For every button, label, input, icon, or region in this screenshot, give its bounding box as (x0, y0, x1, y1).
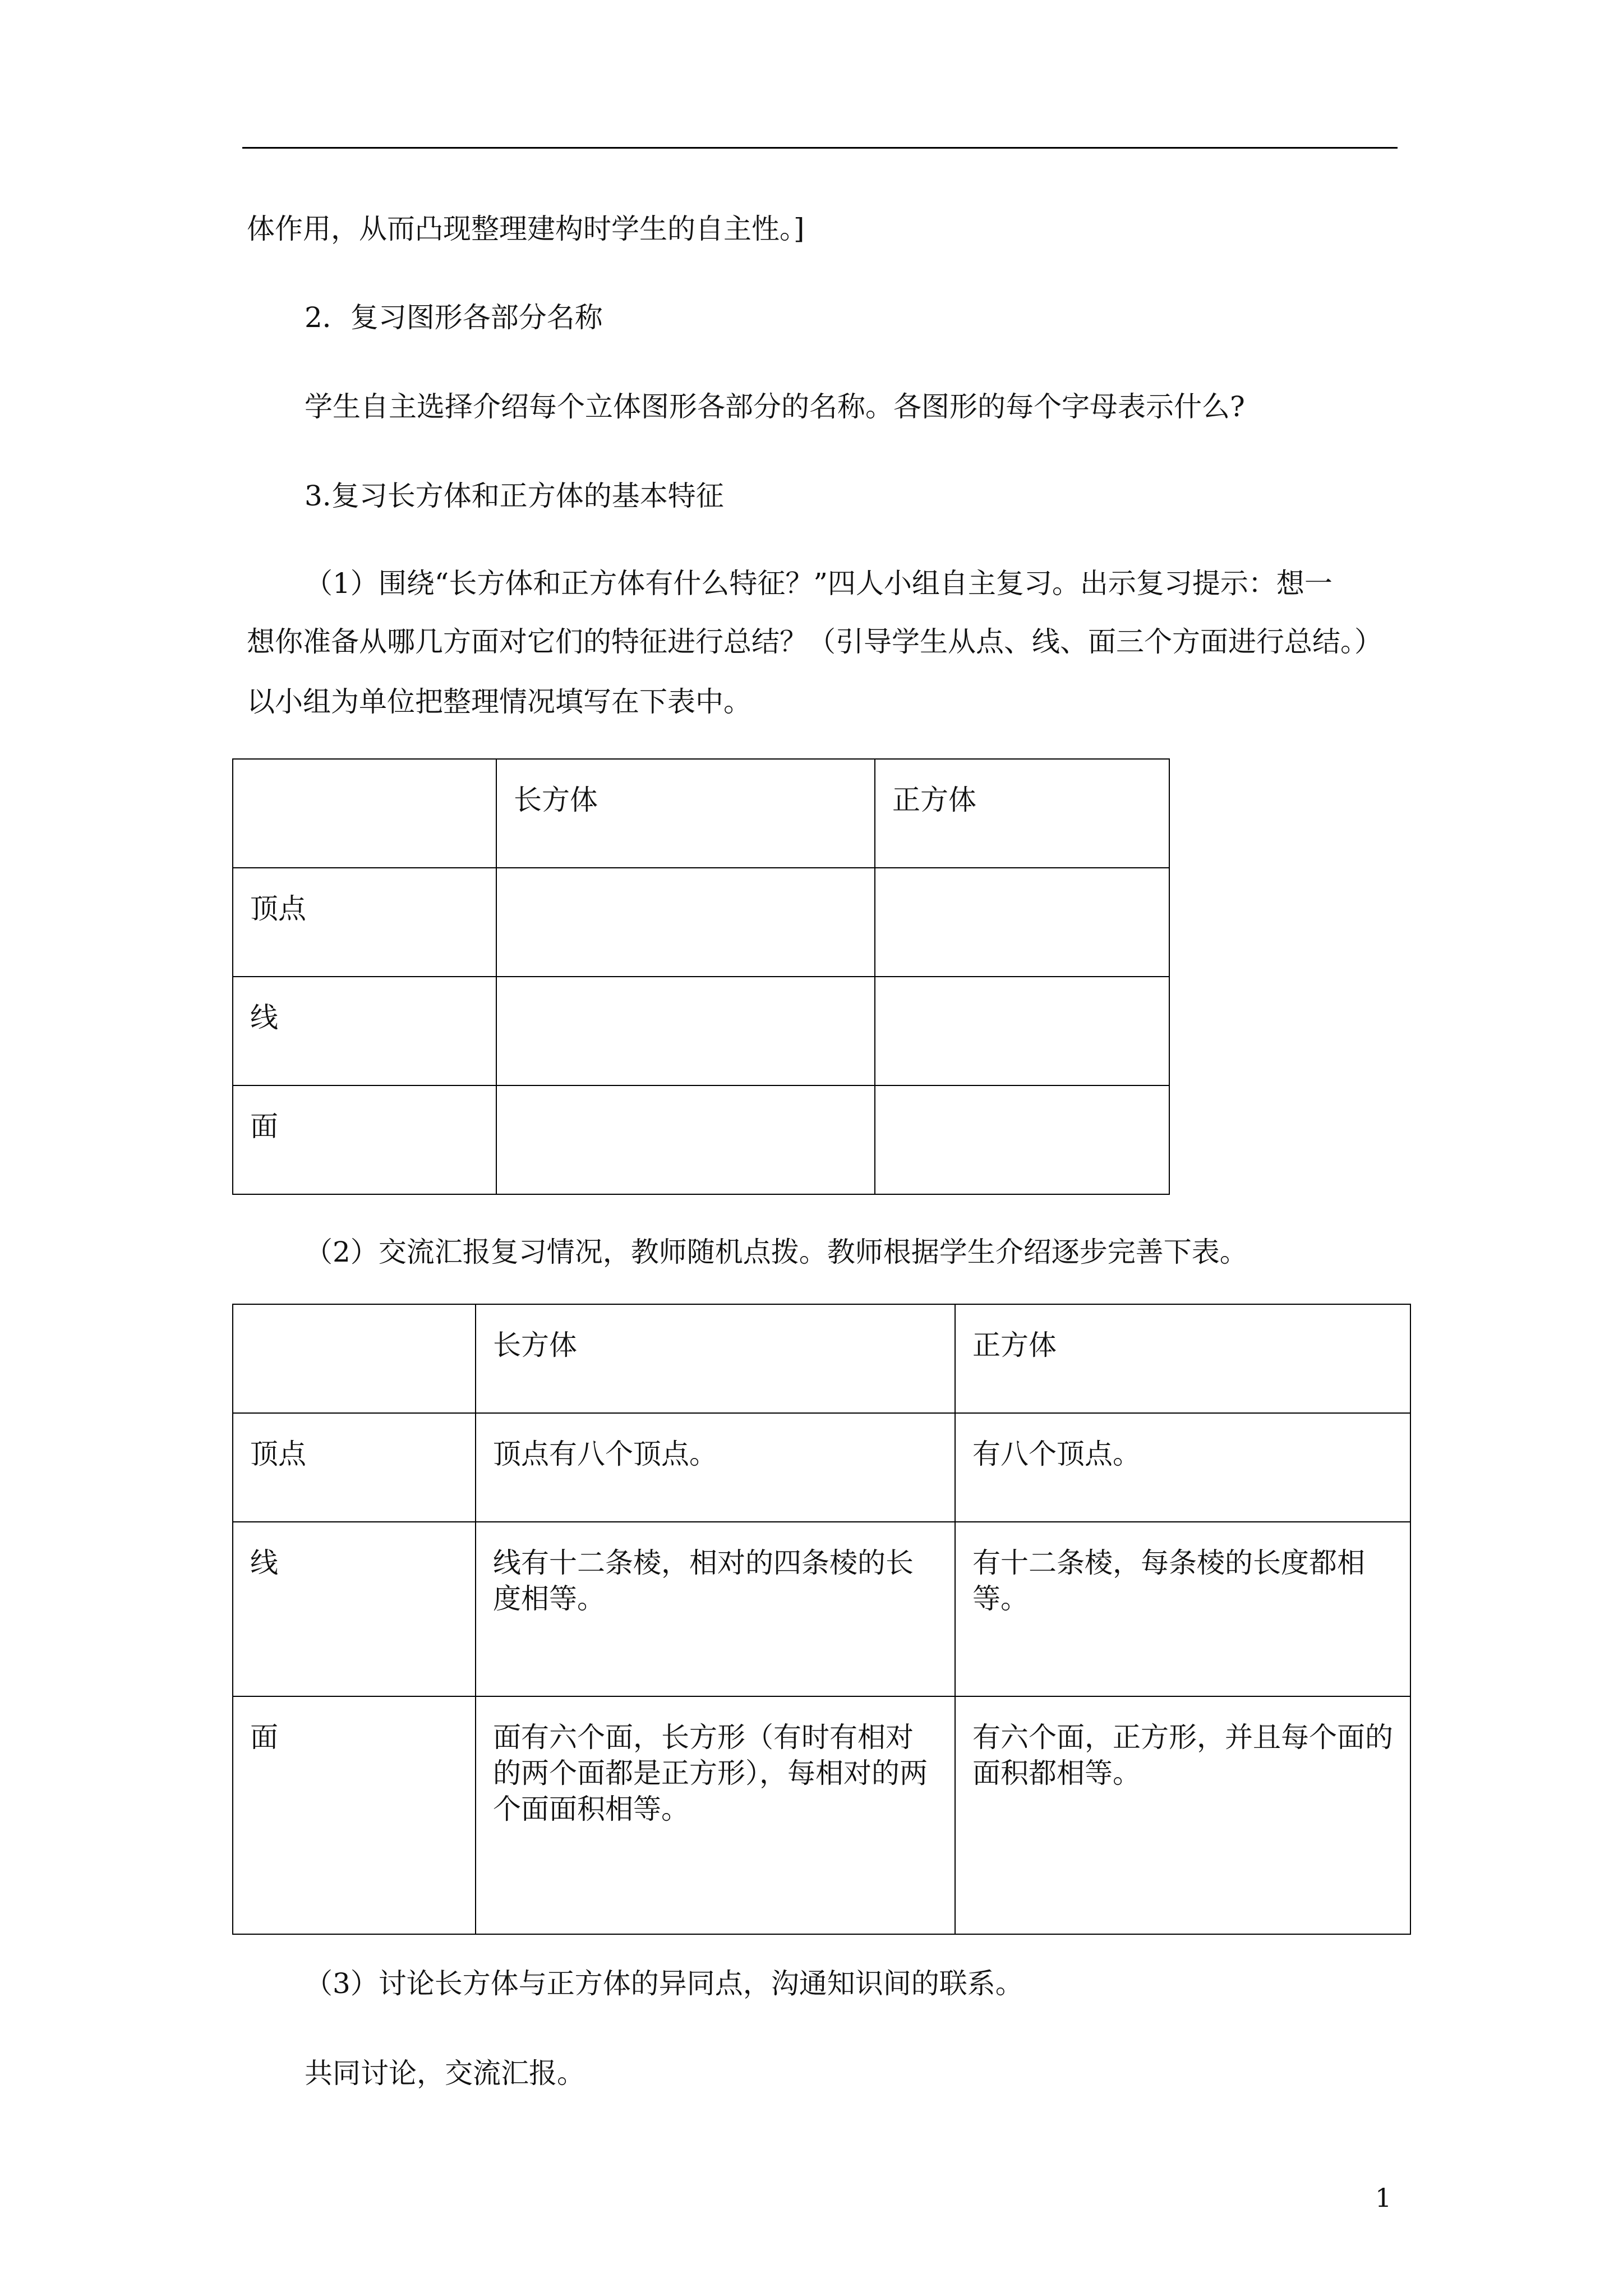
table1-header-empty (233, 759, 496, 868)
table1-header-cube: 正方体 (875, 759, 1169, 868)
table2-cell: 有八个顶点。 (955, 1413, 1410, 1522)
table1-cell (875, 1085, 1169, 1194)
table1-row-label: 顶点 (233, 868, 496, 977)
table2-row-label: 线 (233, 1522, 476, 1696)
table2-header-cube: 正方体 (955, 1304, 1410, 1413)
paragraph-review-line2: 想你准备从哪几方面对它们的特征进行总结？（引导学生从点、线、面三个方面进行总结。） (247, 625, 1382, 658)
summary-table-blank (232, 758, 1170, 1195)
summary-table-completed (232, 1304, 1411, 1935)
table2-row-label: 顶点 (233, 1413, 476, 1522)
table2-cell: 线有十二条棱，相对的四条棱的长度相等。 (476, 1522, 955, 1696)
paragraph-exchange: （2）交流汇报复习情况，教师随机点拨。教师根据学生介绍逐步完善下表。 (305, 1236, 1248, 1268)
paragraph-review-line1: （1）围绕“长方体和正方体有什么特征？”四人小组自主复习。出示复习提示：想一 (305, 567, 1332, 600)
table2-header-cuboid: 长方体 (476, 1304, 955, 1413)
paragraph-names: 学生自主选择介绍每个立体图形各部分的名称。各图形的每个字母表示什么? (305, 390, 1245, 423)
table1-cell (875, 977, 1169, 1085)
paragraph-discussion: （3）讨论长方体与正方体的异同点，沟通知识间的联系。 (305, 1967, 1023, 2000)
table1-row-label: 线 (233, 977, 496, 1085)
table2-header-empty (233, 1304, 476, 1413)
paragraph-continuation: 体作用，从而凸现整理建构时学生的自主性。] (247, 213, 805, 245)
table1-header-cuboid: 长方体 (496, 759, 875, 868)
table1-row-label: 面 (233, 1085, 496, 1194)
paragraph-conclusion: 共同讨论，交流汇报。 (305, 2057, 585, 2090)
table1-cell (496, 1085, 875, 1194)
table2-row-label: 面 (233, 1696, 476, 1934)
table2-cell: 有六个面，正方形，并且每个面的面积都相等。 (955, 1696, 1410, 1934)
header-rule (242, 147, 1398, 149)
table1-cell (496, 977, 875, 1085)
table1-cell (875, 868, 1169, 977)
table2-cell: 面有六个面，长方形（有时有相对的两个面都是正方形），每相对的两个面面积相等。 (476, 1696, 955, 1934)
table2-cell: 有十二条棱，每条棱的长度都相等。 (955, 1522, 1410, 1696)
table1-cell (496, 868, 875, 977)
paragraph-review-line3: 以小组为单位把整理情况填写在下表中。 (247, 685, 751, 718)
page-number: 1 (1375, 2183, 1392, 2213)
table2-cell: 顶点有八个顶点。 (476, 1413, 955, 1522)
section-heading-2: 2．复习图形各部分名称 (305, 301, 603, 334)
section-heading-3: 3.复习长方体和正方体的基本特征 (305, 480, 724, 512)
